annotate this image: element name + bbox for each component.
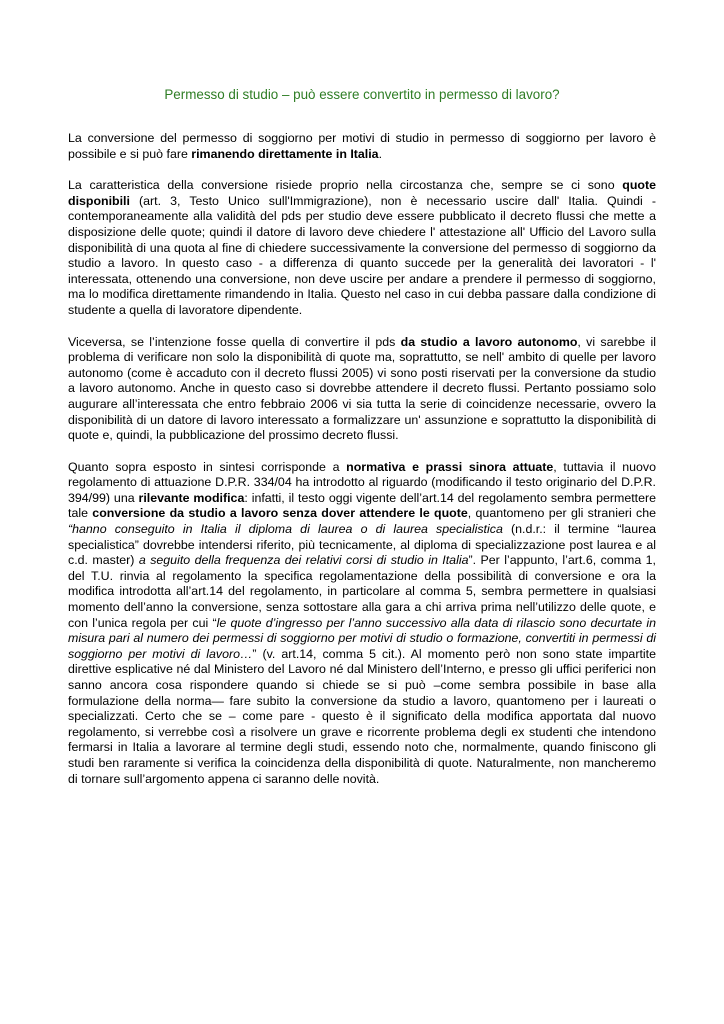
p2-bold-1: quote disponibili — [68, 178, 656, 208]
p4-bold-2: rilevante modifica — [138, 490, 245, 505]
paragraph-1 — [68, 131, 656, 162]
p3-text-1: Viceversa, se l’intenzione fosse quella di convertire il pds — [68, 334, 401, 349]
p4-bold-3: conversione da studio a lavoro senza dover attendere le quote — [92, 506, 468, 521]
p4-text-4: , quantomeno per gli stranieri che — [467, 506, 657, 521]
paragraph-3 — [68, 335, 656, 444]
p3-bold-1: da studio a lavoro autonomo — [400, 334, 578, 349]
paragraph-4 — [68, 460, 656, 787]
p4-text-2: , tuttavia il nuovo regolamento di attuazione D.P.R. 334/04 ha introdotto al riguardo (modificando il testo originario del D.P.R. 394/99) una — [68, 459, 656, 505]
p4-text-5: (n.d.r.: il termine “laurea specialistica” dovrebbe intendersi riferito, più tecnicamente, al diploma di specializzazione post laurea e al c.d. master) — [68, 522, 656, 568]
p4-italic-3: le quote d’ingresso per l’anno successivo alla data di rilascio sono decurtate in misura pari al numero dei permessi di soggiorno per motivi di studio o formazione, convertiti in permessi di soggiorno per motivi di lavoro… — [68, 615, 656, 661]
p3-text-2: , vi sarebbe il problema di verificare non solo la disponibilità di quote ma, soprattutto, se nell' ambito di quelle per lavoro autonomo (come è accaduto con il decreto flussi 2005) vi sono posti riservati per la conversione da studio a lavoro autonomo. Anche in questo caso si dovrebbe attendere il decreto flussi. Pertanto possiamo solo augurare all’interessata che entro febbraio 2006 vi sia tutta la serie di coincidenze necessarie, ovvero la disponibilità di un datore di lavoro interessato a formalizzare un' assunzione e soprattutto la disponibilità di quote e, quindi, la pubblicazione del prossimo decreto flussi. — [68, 334, 656, 443]
p4-text-6: ”. Per l’appunto, l’art.6, comma 1, del T.U. rinvia al regolamento la specifica regolamentazione della possibilità di conversione e ora la modifica introdotta all’art.14 del regolamento, in particolare al comma 5, sembra permettere in qualsiasi momento dell’anno la conversione, senza sottostare alla gara a chi arriva prima nell’utilizzo delle quote, e con l’unica regola per cui “ — [68, 553, 656, 630]
p4-text-1: Quanto sopra esposto in sintesi corrisponde a — [68, 459, 347, 474]
p1-text-1: La conversione del permesso di soggiorno per motivi di studio in permesso di soggiorno per lavoro è possibile e si può fare — [68, 131, 656, 161]
p4-bold-1: normativa e prassi sinora attuate — [346, 459, 554, 474]
p4-italic-2: a seguito della frequenza dei relativi corsi di studio in Italia — [138, 553, 469, 568]
p1-text-2: . — [378, 146, 383, 161]
p2-text-2: (art. 3, Testo Unico sull'Immigrazione), non è necessario uscire dall' Italia. Quindi - contemporaneamente alla validità del pds per studio deve essere pubblicato il decreto flussi che mette a disposizione delle quote; quindi il datore di lavoro deve chiedere l' attestazione all' Ufficio del Lavoro sulla disponibilità di una quota al fine di chiedere successivamente la conversione del permesso di soggiorno da studio a lavoro. In questo caso - a differenza di quanto succede per la generalità dei lavoratori - l' interessata, ottenendo una conversione, non deve uscire per andare a prendere il permesso di soggiorno, ma lo modifica direttamente rimandendo in Italia. Questo nel caso in cui debba passare dalla condizione di studente a quella di lavoratore dipendente. — [68, 193, 656, 317]
document-title: Permesso di studio – può essere convertito in permesso di lavoro? — [164, 87, 560, 102]
p4-text-3: : infatti, il testo oggi vigente dell’art.14 del regolamento sembra permettere tale — [68, 490, 657, 521]
p4-text-7: ” (v. art.14, comma 5 cit.). Al momento però non sono state impartite direttive esplicative né dal Ministero del Lavoro né dal Ministero dell’Interno, e presso gli uffici periferici non sanno ancora cosa rispondere quando si chiede se si può –come sembra possibile in base alla formulazione della norma— fare subito la conversione da studio a lavoro, quantomeno per i laureati o specializzati. Certo che se – come pare - questo è il significato della modifica apportata dal nuovo regolamento, si verrebbe così a risolvere un grave e ricorrente problema degli ex studenti che intendono fermarsi in Italia a lavorare al termine degli studi, essendo noto che, normalmente, quando finiscono gli studi ben raramente si verifica la coincidenza della disponibilità di quote. Naturalmente, non mancheremo di tornare sull’argomento appena ci saranno delle novità. — [68, 646, 656, 786]
paragraph-2 — [68, 178, 656, 318]
p4-italic-1: “hanno conseguito in Italia il diploma di laurea o di laurea specialistica — [68, 522, 503, 537]
p2-text-1: La caratteristica della conversione risiede proprio nella circostanza che, sempre se ci sono — [68, 178, 623, 193]
p1-bold-1: rimanendo direttamente in Italia — [191, 146, 379, 161]
